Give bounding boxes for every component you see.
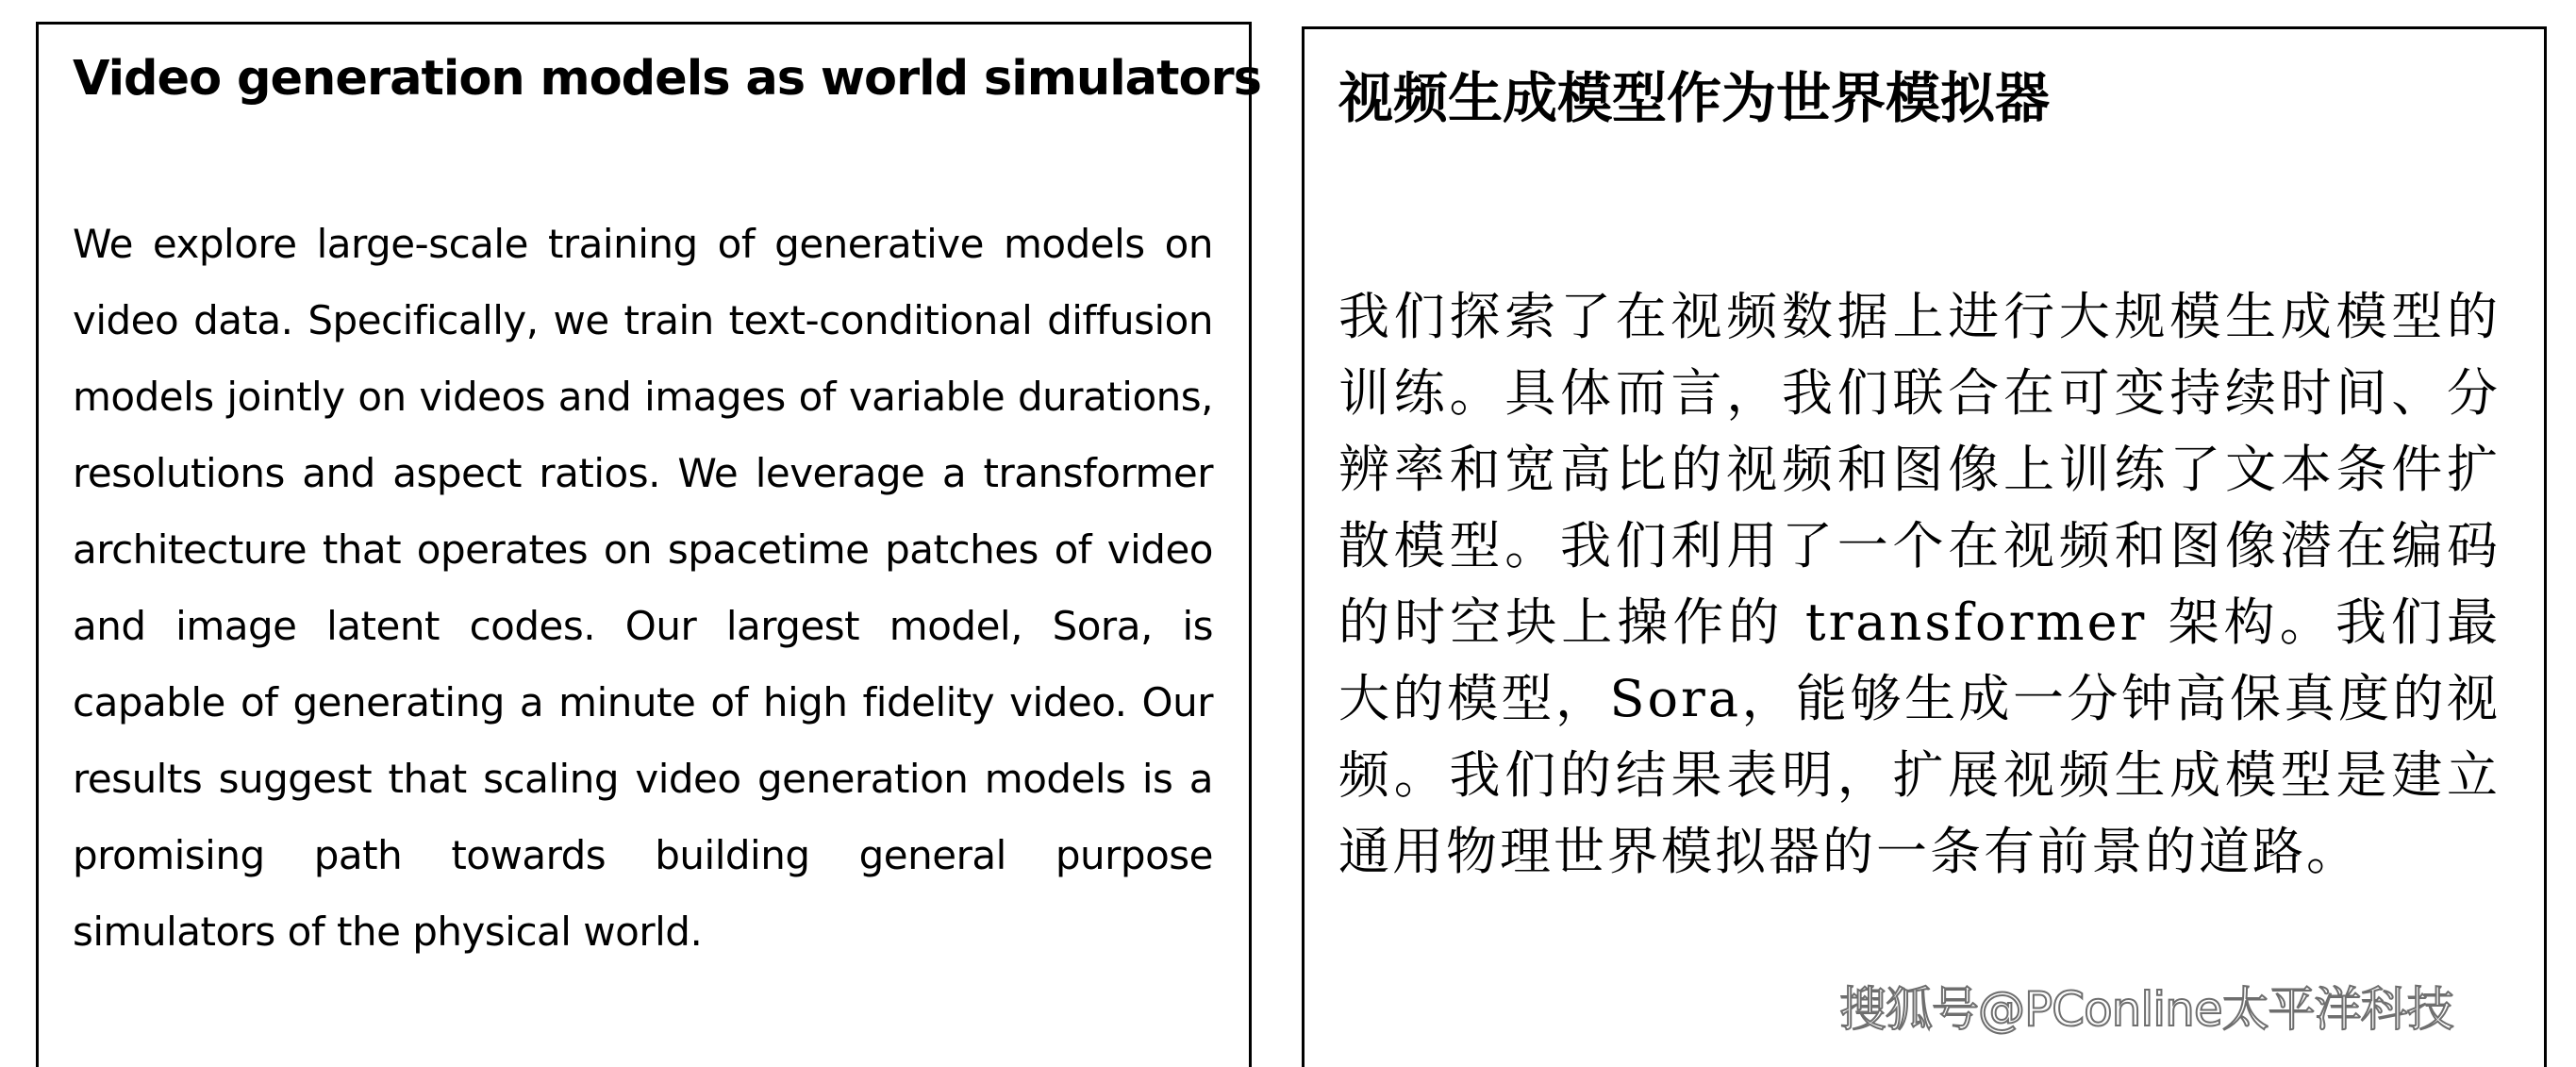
- english-text-panel: [36, 22, 1262, 1067]
- english-body: We explore large-scale training of generative models on video data. Specifically, we train text-conditional diffusion models jointly on videos and images of variable durations, resolutions and aspect ratios. We leverage a transformer architecture that operates on spacetime patches of video and image latent codes. Our largest model, Sora, is capable of generating a minute of high fidelity video. Our results suggest that scaling video generation models is a promising path towards building general purpose simulators of the physical world.: [73, 221, 1213, 955]
- chinese-body: 我们探索了在视频数据上进行大规模生成模型的训练。具体而言，我们联合在可变持续时间、分辨率和宽高比的视频和图像上训练了文本条件扩散模型。我们利用了一个在视频和图像潜在编码的时空块上操作的 transformer 架构。我们最大的模型，Sora，能够生成一分钟高保真度的视频。我们的结果表明，扩展视频生成模型是建立通用物理世界模拟器的一条有前景的道路。: [1338, 287, 2501, 881]
- chinese-title: 视频生成模型作为世界模拟器: [1338, 66, 2051, 130]
- english-title: Video generation models as world simulators: [73, 51, 1262, 107]
- watermark-text: 搜狐号@PConline太平洋科技: [1839, 982, 2453, 1037]
- chinese-text-panel: [1302, 26, 2547, 1067]
